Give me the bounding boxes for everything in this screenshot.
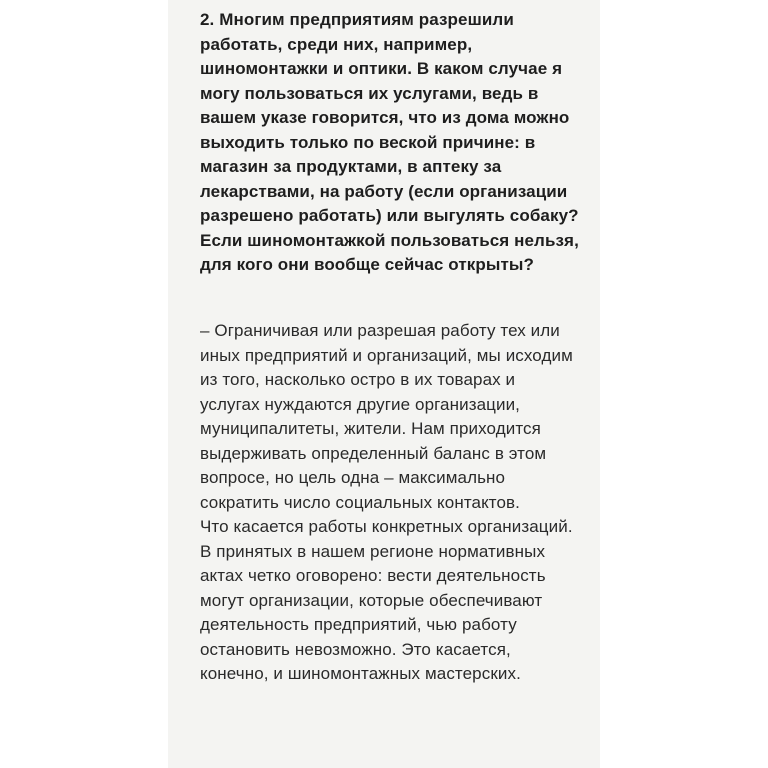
question-line: для кого они вообще сейчас открыты? [200, 255, 534, 274]
answer-line: – Ограничивая или разрешая работу тех или [200, 321, 560, 340]
answer-line: актах четко оговорено: вести деятельность [200, 566, 546, 585]
answer-line: сократить число социальных контактов. [200, 492, 521, 512]
question-line: 2. Многим предприятиям разрешили [200, 10, 514, 29]
question-line: шиномонтажки и оптики. В каком случае я [200, 59, 563, 78]
answer-line: иных предприятий и организаций, мы исходим [200, 345, 573, 365]
answer-line: муниципалитеты, жители. Нам приходится [200, 419, 541, 438]
question-line: вашем указе говорится, что из дома можно [200, 108, 570, 127]
answer-line: В принятых в нашем регионе нормативных [200, 541, 546, 561]
question-line: разрешено работать) или выгулять собаку? [200, 206, 579, 225]
answer-line: Что касается работы конкретных организаций. [200, 517, 573, 536]
answer-line: из того, насколько остро в их товарах и [200, 370, 516, 389]
question-line: лекарствами, на работу (если организации [200, 181, 568, 201]
answer-text [200, 319, 600, 687]
question-line: могу пользоваться их услугами, ведь в [200, 83, 539, 103]
answer-line: могут организации, которые обеспечивают [200, 590, 543, 610]
question-line: магазин за продуктами, в аптеку за [200, 157, 502, 176]
answer-line: вопросе, но цель одна – максимально [200, 468, 506, 487]
question-line: Если шиномонтажкой пользоваться нельзя, [200, 230, 579, 250]
question-line: выходить только по веской причине: в [200, 132, 536, 152]
answer-line: остановить невозможно. Это касается, [200, 639, 511, 659]
answer-line: конечно, и шиномонтажных мастерских. [200, 664, 521, 683]
question-text [200, 8, 600, 278]
answer-line: выдерживать определенный баланс в этом [200, 443, 547, 463]
document-page [168, 0, 600, 768]
answer-line: деятельность предприятий, чью работу [200, 615, 517, 634]
answer-line: услугах нуждаются другие организации, [200, 394, 520, 414]
question-line: работать, среди них, например, [200, 34, 473, 54]
